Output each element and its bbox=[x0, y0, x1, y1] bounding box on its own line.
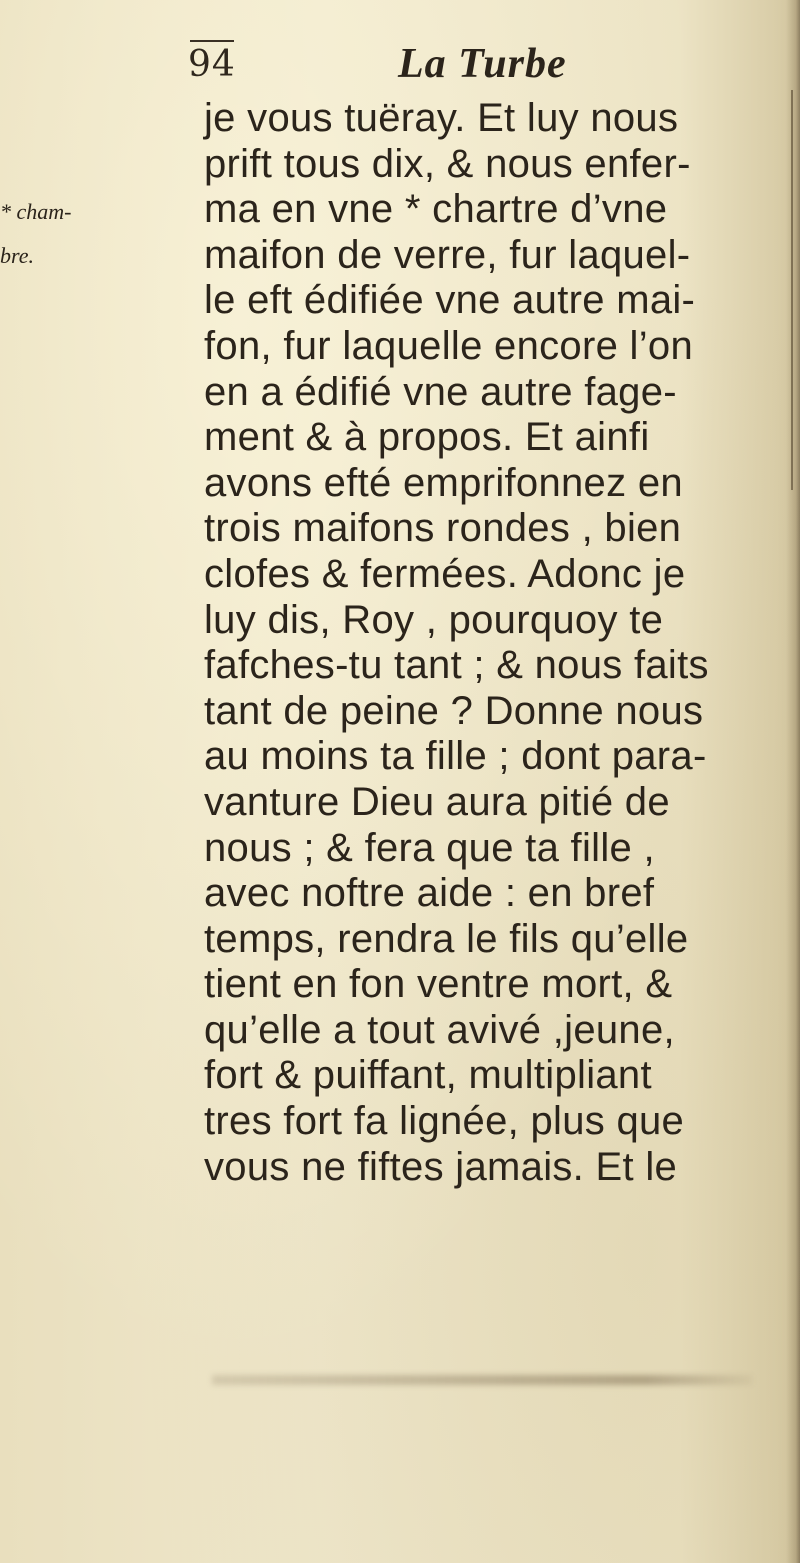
text-line: clofes & fermées. Adonc je bbox=[204, 551, 686, 596]
margin-note-line-2: bre. bbox=[0, 243, 35, 268]
text-line: trois maifons rondes , bien bbox=[204, 506, 682, 551]
text-line: avec noftre aide : en bref bbox=[204, 871, 655, 916]
text-line: le eft édifiée vne autre mai- bbox=[204, 278, 696, 323]
page-number-overline bbox=[190, 40, 234, 42]
text-line: au moins ta fille ; dont para- bbox=[204, 734, 707, 779]
text-line: nous ; & fera que ta fille , bbox=[204, 825, 655, 870]
text-line: temps, rendra le fils qu’elle bbox=[204, 916, 689, 961]
text-line: qu’elle a tout avivé ,jeune, bbox=[204, 1007, 675, 1052]
margin-note-line-1: * cham- bbox=[0, 199, 72, 224]
text-line: vanture Dieu aura pitié de bbox=[204, 779, 670, 824]
text-line: fafches-tu tant ; & nous faits bbox=[204, 643, 709, 688]
text-line: maifon de verre, fur laquel- bbox=[204, 232, 691, 277]
text-line: prift tous dix, & nous enfer- bbox=[204, 141, 691, 186]
text-line: en a édifié vne autre fage- bbox=[204, 369, 677, 414]
margin-note bbox=[0, 190, 110, 278]
text-line: tient en fon ventre mort, & bbox=[204, 962, 673, 1007]
running-title: La Turbe bbox=[398, 41, 567, 87]
text-line: tant de peine ? Donne nous bbox=[204, 688, 704, 733]
bottom-line-shadow bbox=[212, 1375, 752, 1385]
body-text bbox=[204, 96, 784, 1190]
page-edge-shadow bbox=[786, 0, 800, 1563]
text-line: je vous tuëray. Et luy nous bbox=[204, 96, 679, 140]
text-line: fort & puiffant, multipliant bbox=[204, 1053, 652, 1098]
text-line: fon, fur laquelle encore l’on bbox=[204, 323, 694, 368]
text-line: luy dis, Roy , pourquoy te bbox=[204, 597, 664, 642]
text-line: vous ne fiftes jamais. Et le bbox=[204, 1144, 678, 1189]
text-line: ment & à propos. Et ainfi bbox=[204, 415, 650, 460]
text-line: tres fort fa lignée, plus que bbox=[204, 1099, 685, 1144]
page-number: 94 bbox=[188, 44, 236, 85]
page-header bbox=[188, 38, 748, 94]
text-line: avons efté emprifonnez en bbox=[204, 460, 683, 505]
text-line: ma en vne * chartre d’vne bbox=[204, 187, 668, 232]
